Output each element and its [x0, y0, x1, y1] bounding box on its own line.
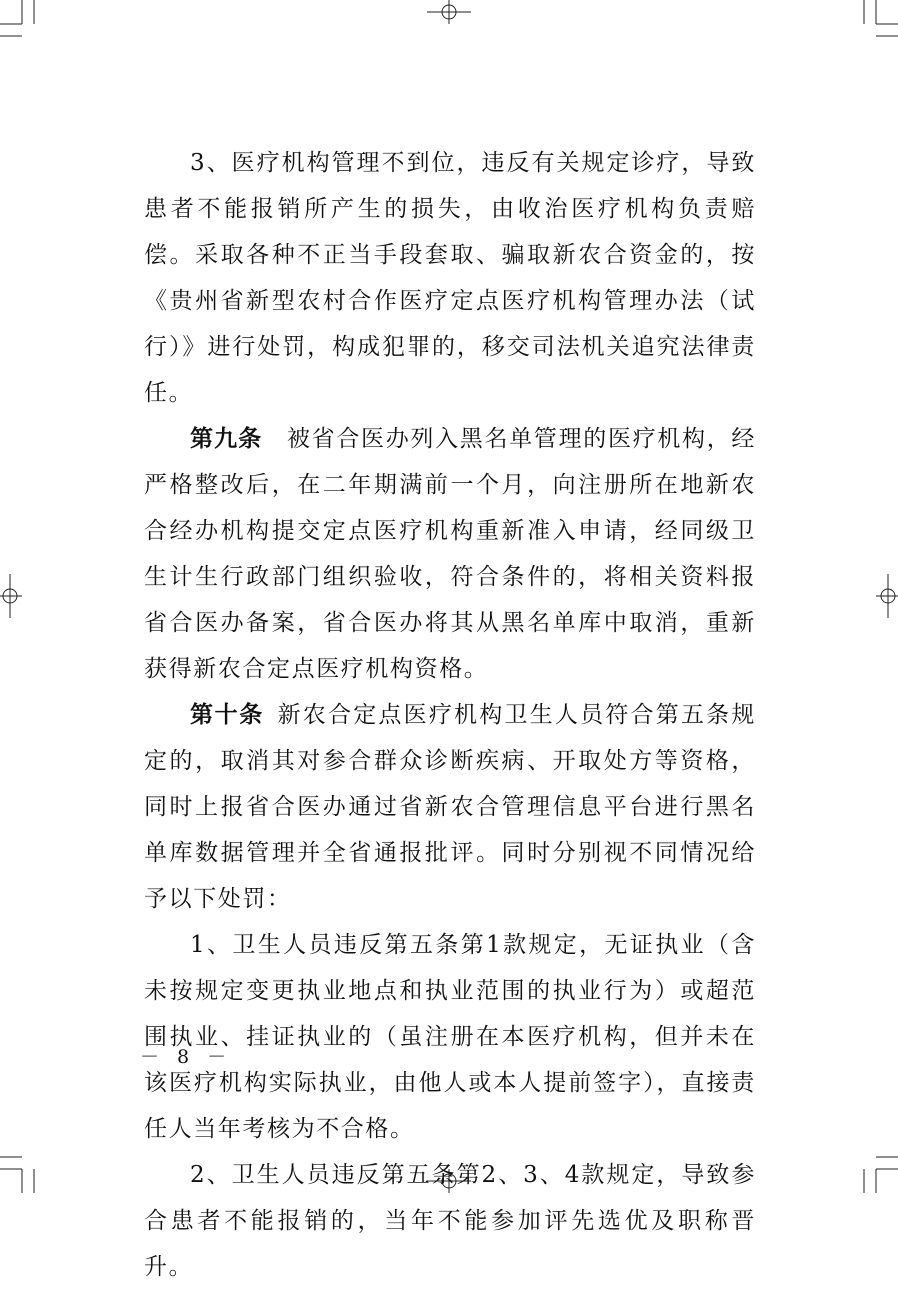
paragraph-text: 2、卫生人员违反第五条第2、3、4款规定，导致参合患者不能报销的，当年不能参加评先选优及职称晋升。 — [144, 1162, 756, 1280]
paragraph-item-2 — [144, 1152, 756, 1290]
paragraph-article-10 — [144, 692, 756, 922]
paragraph-item-3 — [144, 140, 756, 416]
page-number: － 8 － — [140, 1046, 233, 1068]
paragraph-text: 1、卫生人员违反第五条第1款规定，无证执业（含未按规定变更执业地点和执业范围的执业行为）或超范围执业、挂证执业的（虽注册在本医疗机构，但并未在该医疗机构实际执业，由他人或本人提前签字），直接责任人当年考核为不合格。 — [144, 932, 756, 1142]
document-body — [144, 140, 756, 1290]
paragraph-text: 3、医疗机构管理不到位，违反有关规定诊疗，导致患者不能报销所产生的损失，由收治医疗机构负责赔偿。采取各种不正当手段套取、骗取新农合资金的，按《贵州省新型农村合作医疗定点医疗机构管理办法（试行）》进行处罚，构成犯罪的，移交司法机关追究法律责任。 — [144, 150, 756, 406]
heading-gap — [262, 426, 287, 452]
heading-gap — [264, 702, 277, 728]
paragraph-item-1 — [144, 922, 756, 1152]
paragraph-article-9 — [144, 416, 756, 692]
paragraph-text: 被省合医办列入黑名单管理的医疗机构，经严格整改后，在二年期满前一个月，向注册所在地新农合经办机构提交定点医疗机构重新准入申请，经同级卫生计生行政部门组织验收，符合条件的，将相关资料报省合医办备案，省合医办将其从黑名单库中取消，重新获得新农合定点医疗机构资格。 — [144, 426, 757, 682]
paragraph-text: 新农合定点医疗机构卫生人员符合第五条规定的，取消其对参合群众诊断疾病、开取处方等资格，同时上报省合医办通过省新农合管理信息平台进行黑名单库数据管理并全省通报批评。同时分别视不同情况给予以下处罚： — [144, 702, 756, 912]
article-heading: 第十条 — [190, 702, 264, 728]
article-heading: 第九条 — [190, 426, 263, 452]
